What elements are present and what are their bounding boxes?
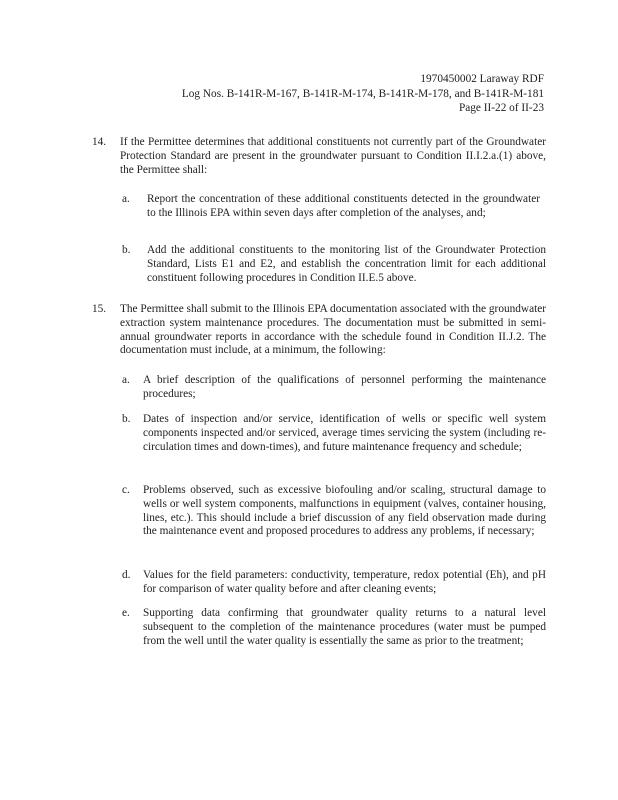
subitem-text: Add the additional constituents to the monitoring list of the Groundwater Protection Standard, Lists E1 and E2, and establish the concentration limit for each additional constituent following procedures in Condition II.E.5 above.: [147, 244, 546, 284]
subitem-text: Report the concentration of these additional constituents detected in the groundwater to the Illinois EPA within seven days after completion of the analyses, and;: [147, 193, 540, 219]
condition-item-15: [92, 303, 546, 358]
subitem-letter: c.: [122, 484, 130, 496]
subitem-letter: b.: [122, 244, 131, 256]
condition-15-subitem-a: [122, 374, 546, 402]
subitem-letter: a.: [122, 374, 130, 386]
condition-14-subitem-b: [122, 244, 546, 285]
log-numbers-line: Log Nos. B-141R-M-167, B-141R-M-174, B-141R-M-178, and B-141R-M-181: [181, 87, 544, 100]
facility-id-line: 1970450002 Laraway RDF: [420, 73, 544, 85]
subitem-text: A brief description of the qualifications of personnel performing the maintenance procedures;: [143, 374, 546, 400]
subitem-letter: d.: [122, 569, 131, 581]
condition-15-subitem-b: [122, 413, 546, 454]
condition-14-subitem-a: [122, 193, 540, 221]
subitem-text: Problems observed, such as excessive biofouling and/or scaling, structural damage to wells or well system components, malfunctions in equipment (valves, container housing, lines, etc.). This should include a brief discussion of any field observation made during the maintenance event and proposed procedures to address any problems, if necessary;: [143, 484, 546, 538]
subitem-letter: e.: [122, 607, 130, 619]
item-number: 14.: [92, 136, 107, 148]
condition-15-subitem-d: [122, 569, 546, 597]
subitem-letter: b.: [122, 413, 131, 425]
page-header: [182, 72, 544, 116]
condition-15-subitem-e: [122, 607, 546, 648]
page-number-line: Page II-22 of II-23: [458, 102, 544, 114]
condition-15-subitem-c: [122, 484, 546, 539]
subitem-text: Values for the field parameters: conductivity, temperature, redox potential (Eh), and pH for comparison of water quality before and after cleaning events;: [143, 569, 546, 595]
subitem-text: Dates of inspection and/or service, identification of wells or specific well system components inspected and/or serviced, average times servicing the system (including re-circulation times and down-times), and future maintenance frequency and schedule;: [143, 413, 546, 453]
subitem-letter: a.: [122, 193, 130, 205]
item-text: If the Permittee determines that additional constituents not currently part of the Groundwater Protection Standard are present in the groundwater pursuant to Condition II.I.2.a.(1) above, the Permittee shall:: [120, 136, 546, 176]
item-text: The Permittee shall submit to the Illinois EPA documentation associated with the groundwater extraction system maintenance procedures. The documentation must be submitted in semi-annual groundwater reports in accordance with the schedule found in Condition II.J.2. The documentation must include, at a minimum, the following:: [120, 303, 546, 357]
condition-item-14: [92, 136, 546, 177]
subitem-text: Supporting data confirming that groundwater quality returns to a natural level subsequent to the completion of the maintenance procedures (water must be pumped from the well until the water quality is essentially the same as prior to the treatment;: [143, 607, 546, 647]
item-number: 15.: [92, 303, 107, 315]
